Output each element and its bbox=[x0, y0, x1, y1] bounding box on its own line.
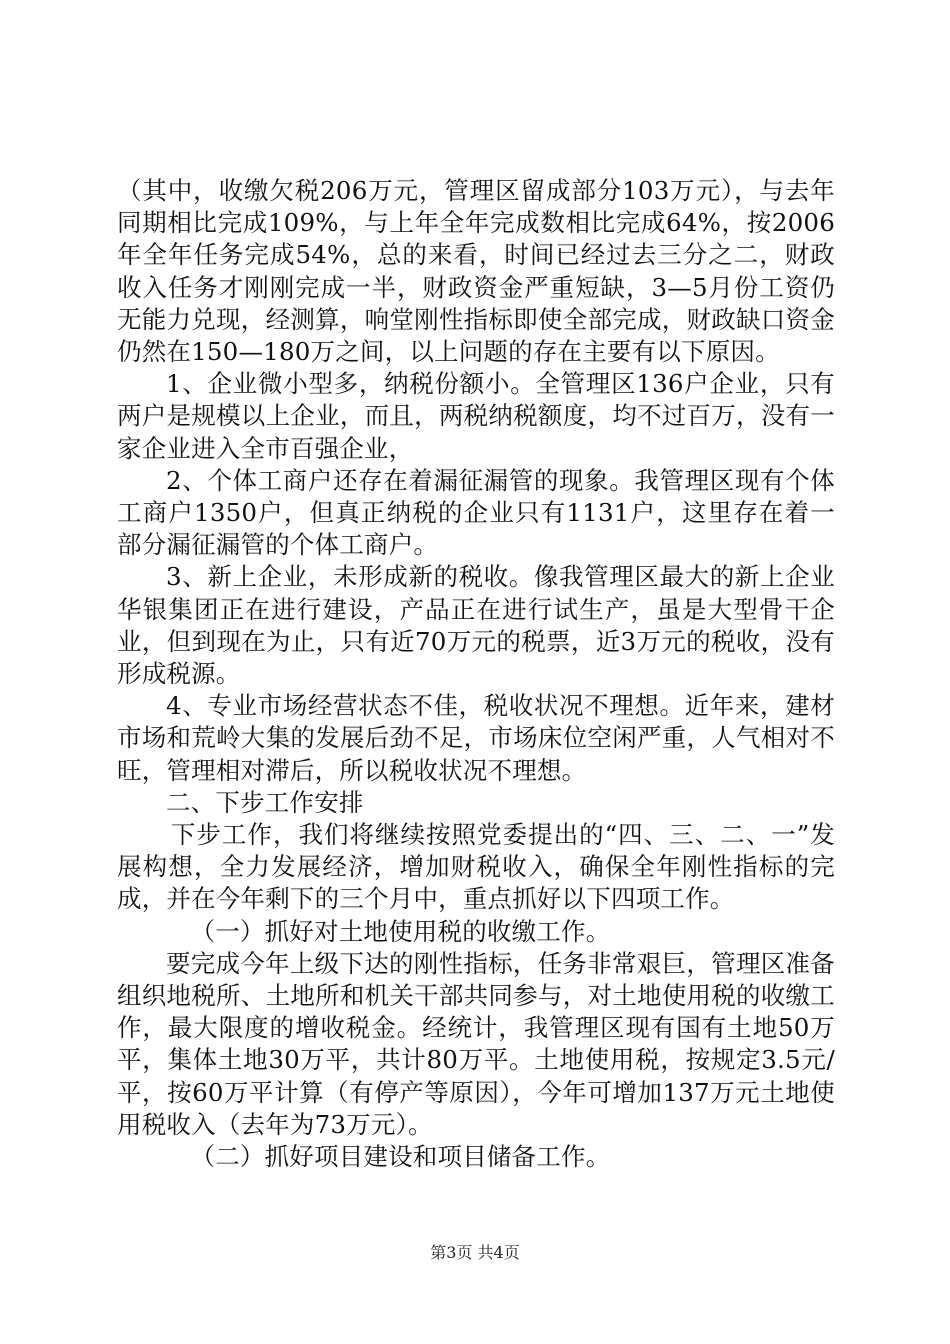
paragraph-next-steps-intro: 下步工作，我们将继续按照党委提出的“四、三、二、一”发展构想，全力发展经济，增加财税收入，确保全年刚性指标的完成，并在今年剩下的三个月中，重点抓好以下四项工作。 bbox=[117, 820, 835, 914]
section-heading-next-steps: 二、下步工作安排 bbox=[166, 787, 364, 817]
paragraph-reason-2: 2、个体工商户还存在着漏征漏管的现象。我管理区现有个体工商户1350户，但真正纳税的企业只有1131户，这里存在着一部分漏征漏管的个体工商户。 bbox=[117, 465, 835, 560]
document-body bbox=[117, 175, 835, 1173]
paragraph-reason-1: 1、企业微小型多，纳税份额小。全管理区136户企业，只有两户是规模以上企业，而且，两税纳税额度，均不过百万，没有一家企业进入全市百强企业， bbox=[117, 369, 835, 463]
subheading-land-tax: （一）抓好对土地使用税的收缴工作。 bbox=[190, 916, 611, 946]
paragraph-reason-4: 4、专业市场经营状态不佳，税收状况不理想。近年来，建材市场和荒岭大集的发展后劲不足，市场床位空闲严重，人气相对不旺，管理相对滞后，所以税收状况不理想。 bbox=[117, 691, 835, 785]
page-number-footer: 第3页 共4页 bbox=[430, 1243, 520, 1262]
paragraph-reason-3: 3、新上企业，未形成新的税收。像我管理区最大的新上企业华银集团正在进行建设，产品正在进行试生产，虽是大型骨干企业，但到现在为止，只有近70万元的税票，近3万元的税收，没有形成税源。 bbox=[117, 562, 835, 689]
paragraph-revenue-summary: （其中，收缴欠税206万元，管理区留成部分103万元），与去年同期相比完成109%，与上年全年完成数相比完成64%，按2006年全年任务完成54%，总的来看，时间已经过去三分之二，财政收入任务才刚刚完成一半，财政资金严重短缺，3—5月份工资仍无能力兑现，经测算，响堂刚性指标即使全部完成，财政缺口资金仍然在150—180万之间，以上问题的存在主要有以下原因。 bbox=[117, 176, 835, 367]
subheading-project-construction: （二）抓好项目建设和项目储备工作。 bbox=[190, 1142, 611, 1172]
paragraph-land-tax: 要完成今年上级下达的刚性指标，任务非常艰巨，管理区准备组织地税所、土地所和机关干部共同参与，对土地使用税的收缴工作，最大限度的增收税金。经统计，我管理区现有国有土地50万平，集体土地30万平，共计80万平。土地使用税，按规定3.5元/平，按60万平计算（有停产等原因），今年可增加137万元土地使用税收入（去年为73万元）。 bbox=[117, 948, 835, 1139]
